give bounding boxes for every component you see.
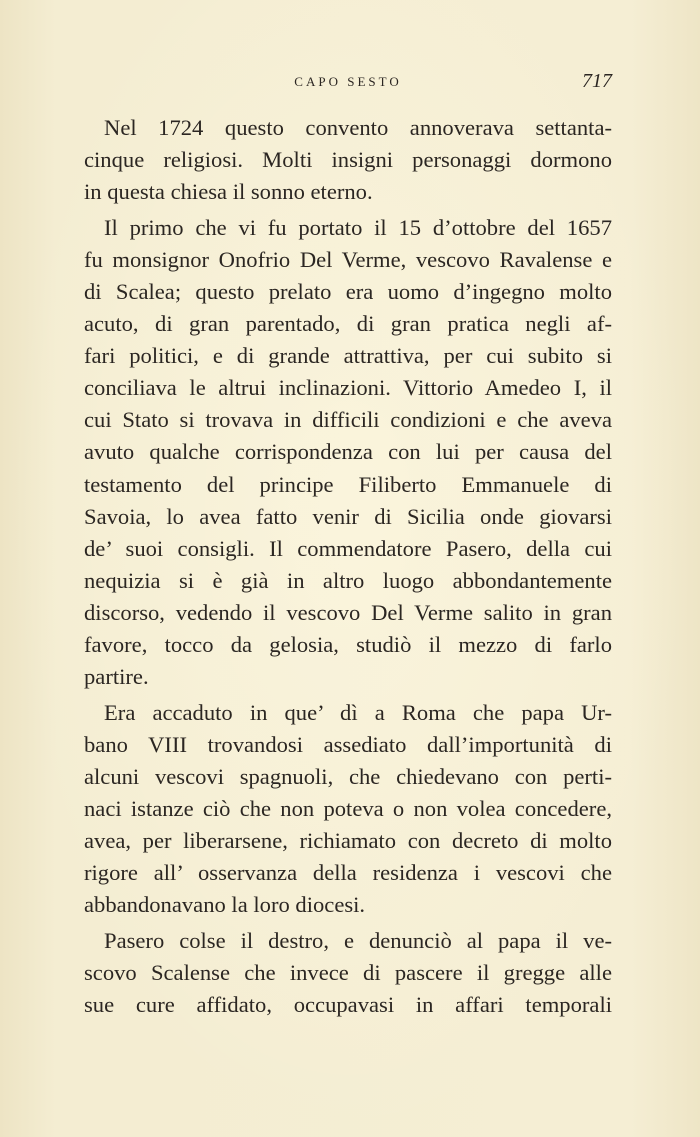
text-line: partire. <box>84 663 149 689</box>
running-title: CAPO SESTO <box>294 74 402 89</box>
text-line: bano VIII trovandosi assediato dall’importunità di <box>84 731 612 757</box>
text-line: abbandonavano la loro diocesi. <box>84 892 366 918</box>
text-line: nequizia si è già in altro luogo abbondantemente <box>84 567 612 593</box>
text-line: de’ suoi consigli. Il commendatore Pasero, della cui <box>84 535 612 561</box>
text-line: in questa chiesa il sonno eterno. <box>84 179 373 205</box>
text-line: discorso, vedendo il vescovo Del Verme salito in gran <box>84 599 612 625</box>
text-line: avuto qualche corrispondenza con lui per causa del <box>84 439 612 465</box>
text-line: favore, tocco da gelosia, studiò il mezzo di farlo <box>84 631 612 657</box>
text-line: scovo Scalense che invece di pascere il gregge alle <box>84 960 612 986</box>
page-number: 717 <box>582 70 612 92</box>
text-line: avea, per liberarsene, richiamato con decreto di molto <box>84 828 612 854</box>
paragraph <box>84 697 612 921</box>
text-line: Il primo che vi fu portato il 15 d’ottobre del 1657 <box>104 215 612 241</box>
text-line: conciliava le altrui inclinazioni. Vittorio Amedeo I, il <box>84 375 612 401</box>
text-line: Savoia, lo avea fatto venir di Sicilia onde giovarsi <box>84 503 612 529</box>
text-line: sue cure affidato, occupavasi in affari temporali <box>84 992 612 1018</box>
text-line: alcuni vescovi spagnuoli, che chiedevano con perti- <box>84 763 612 789</box>
text-line: testamento del principe Filiberto Emmanuele di <box>84 471 612 497</box>
text-line: fari politici, e di grande attrattiva, per cui subito si <box>84 343 612 369</box>
text-line: Era accaduto in que’ dì a Roma che papa Ur- <box>104 699 612 725</box>
text-line: Pasero colse il destro, e denunciò al papa il ve- <box>104 928 612 954</box>
text-line: rigore all’ osservanza della residenza i vescovi che <box>84 860 612 886</box>
text-line: naci istanze ciò che non poteva o non volea concedere, <box>84 795 612 821</box>
text-line: Nel 1724 questo convento annoverava settanta- <box>104 115 612 140</box>
text-line: acuto, di gran parentado, di gran pratica negli af- <box>84 311 612 337</box>
paragraph <box>84 112 612 208</box>
text-line: di Scalea; questo prelato era uomo d’ingegno molto <box>84 279 612 305</box>
paragraph <box>84 925 612 1021</box>
text-line: cinque religiosi. Molti insigni personaggi dormono <box>84 147 612 173</box>
text-line: cui Stato si trovava in difficili condizioni e che aveva <box>84 407 612 433</box>
paragraph <box>84 212 612 693</box>
text-line: fu monsignor Onofrio Del Verme, vescovo Ravalense e <box>84 247 612 273</box>
running-head <box>84 70 612 94</box>
body-text <box>84 112 612 1021</box>
